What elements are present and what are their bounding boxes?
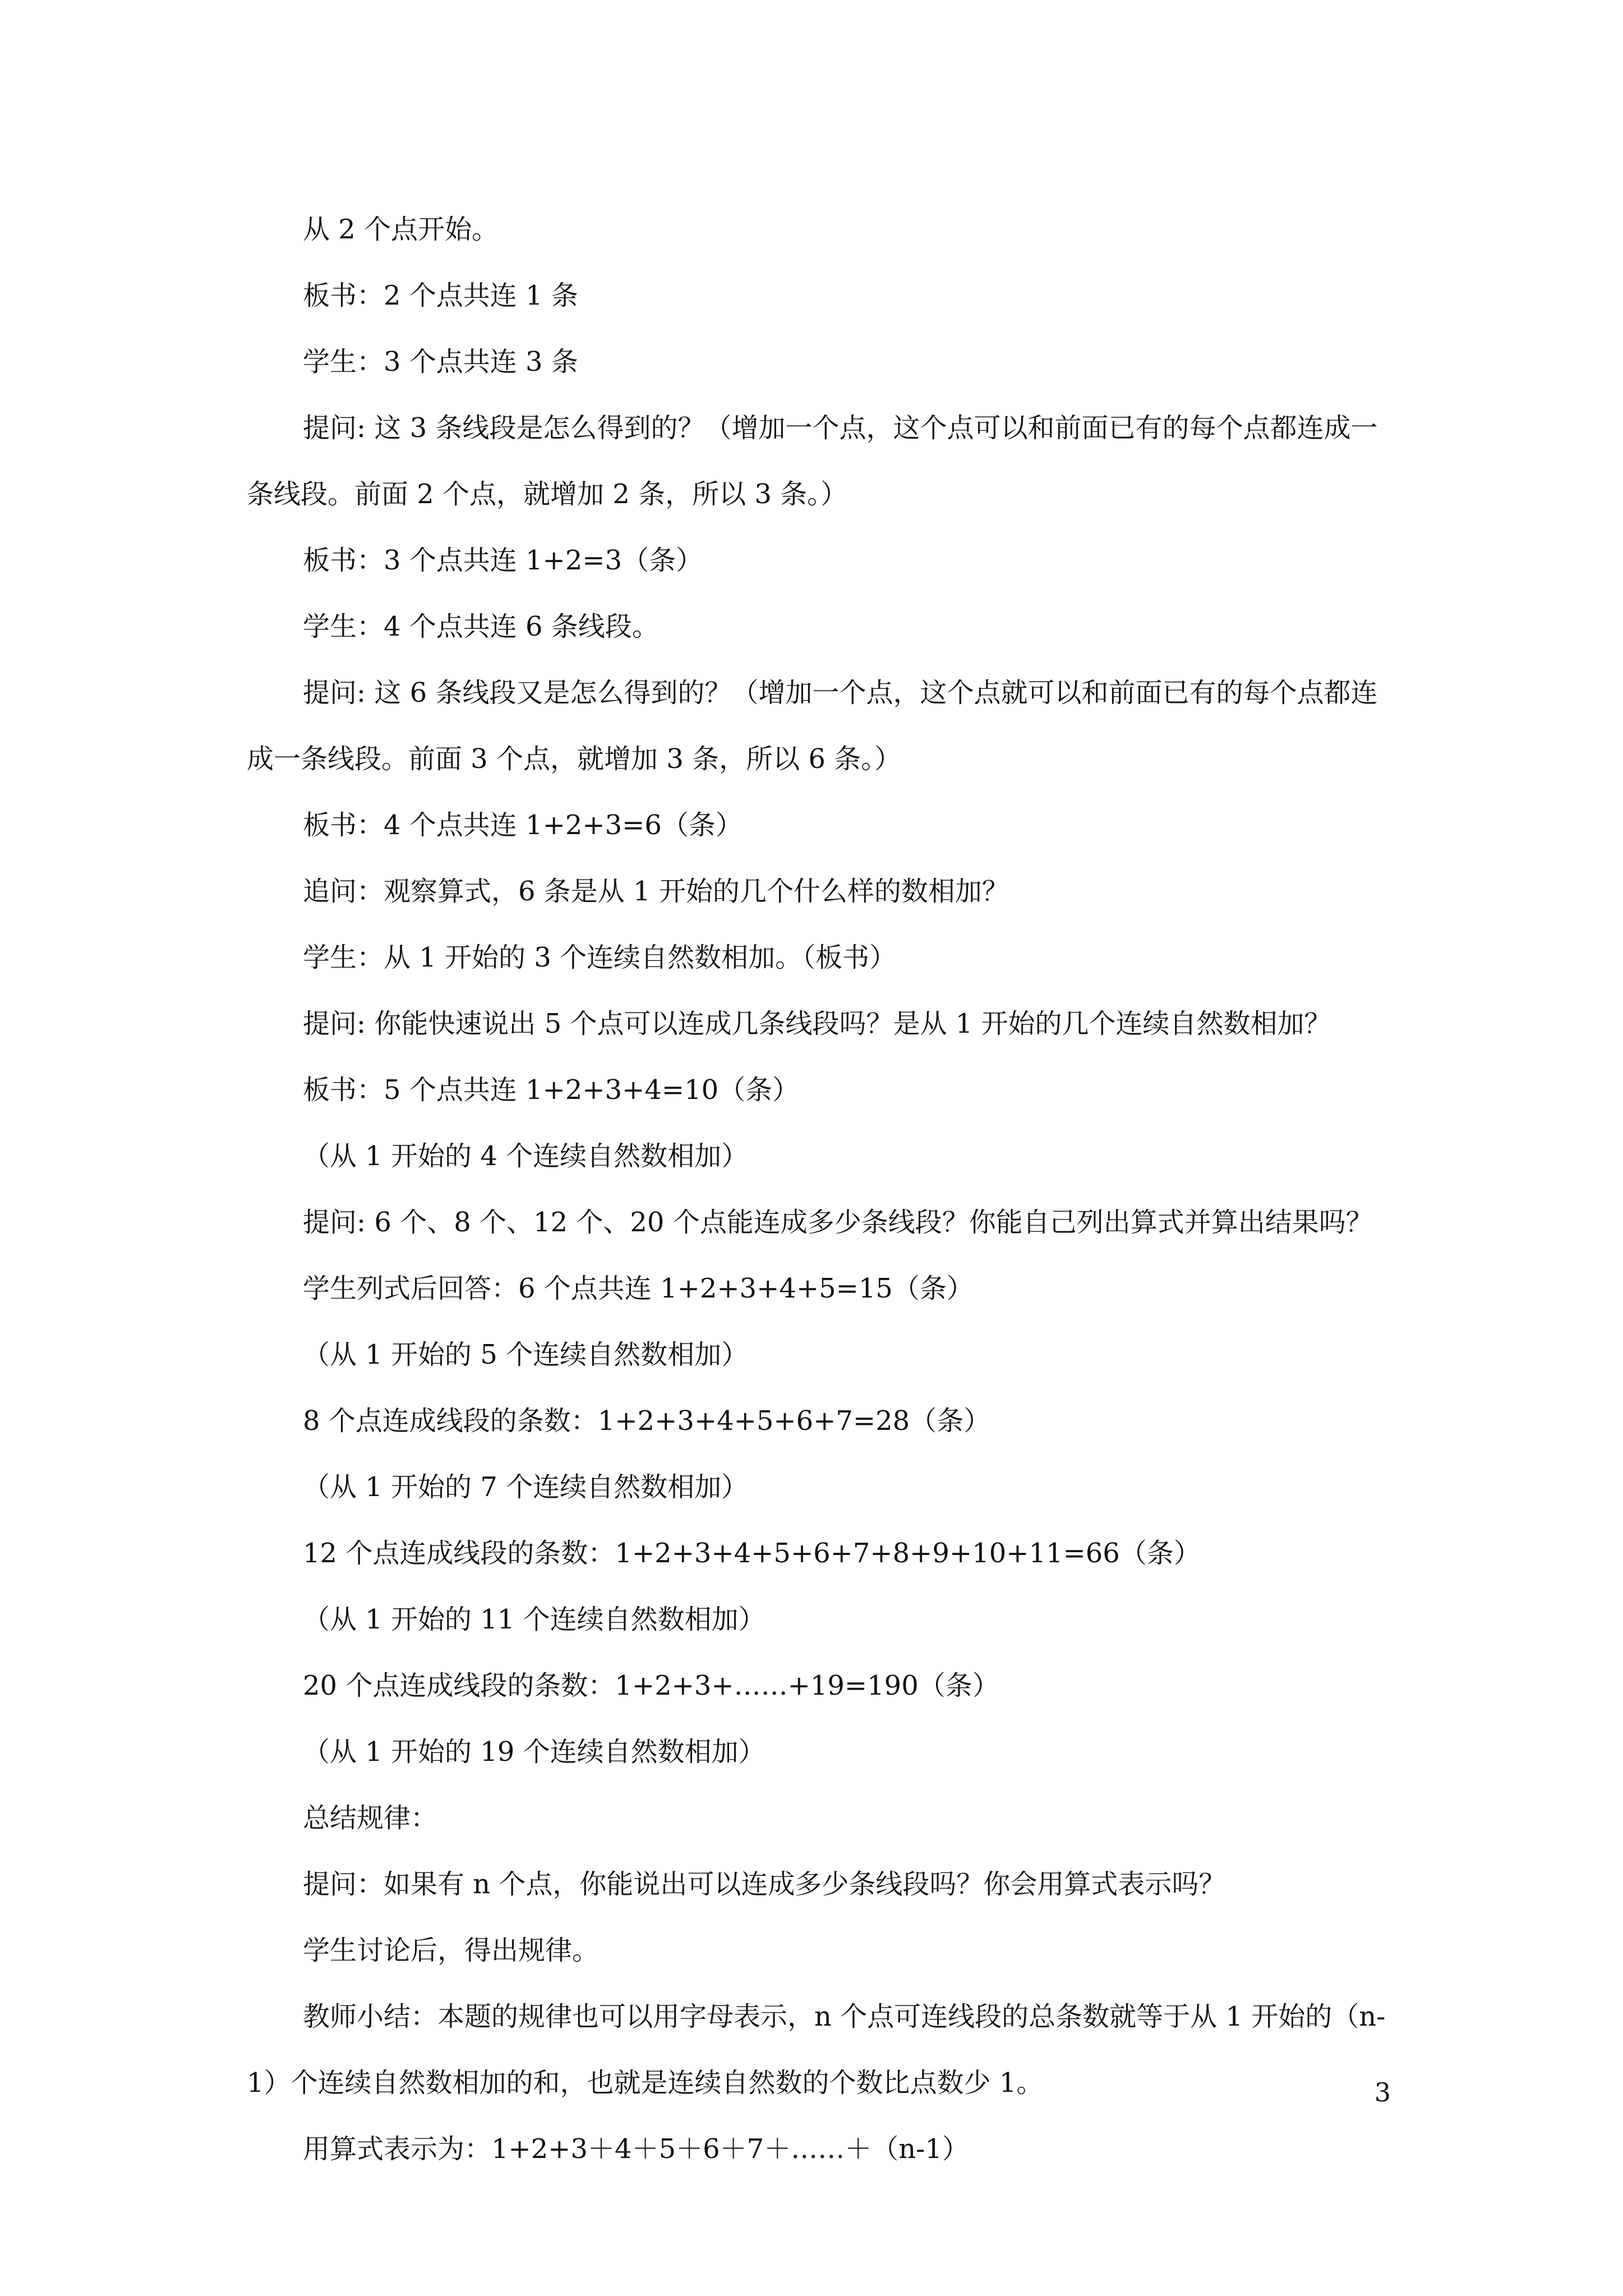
paragraph: 学生：3 个点共连 3 条	[303, 346, 578, 378]
paragraph: 用算式表示为：1+2+3＋4＋5＋6＋7＋……＋（n-1）	[303, 2133, 969, 2165]
paragraph: 总结规律：	[303, 1802, 438, 1834]
paragraph: （从 1 开始的 7 个连续自然数相加）	[303, 1471, 749, 1503]
paragraph: 学生讨论后，得出规律。	[303, 1935, 600, 1966]
paragraph: 学生：从 1 开始的 3 个连续自然数相加。（板书）	[303, 942, 897, 973]
paragraph: （从 1 开始的 4 个连续自然数相加）	[303, 1140, 749, 1172]
paragraph: 12 个点连成线段的条数：1+2+3+4+5+6+7+8+9+10+11=66（条）	[303, 1538, 1201, 1569]
paragraph: 学生列式后回答：6 个点共连 1+2+3+4+5=15（条）	[303, 1273, 974, 1304]
paragraph: 板书：4 个点共连 1+2+3=6（条）	[303, 809, 743, 841]
paragraph: 8 个点连成线段的条数：1+2+3+4+5+6+7=28（条）	[303, 1405, 991, 1437]
paragraph: 提问: 这 6 条线段又是怎么得到的？（增加一个点，这个点就可以和前面已有的每个点都连成一条线段。前面 3 个点，就增加 3 条，所以 6 条。）	[247, 677, 1378, 775]
paragraph: 提问: 这 3 条线段是怎么得到的？（增加一个点，这个点可以和前面已有的每个点都连成一条线段。前面 2 个点，就增加 2 条，所以 3 条。）	[247, 412, 1378, 510]
paragraph: 学生：4 个点共连 6 条线段。	[303, 611, 659, 642]
paragraph: 提问: 6 个、8 个、12 个、20 个点能连成多少条线段？你能自己列出算式并算出结果吗？	[303, 1207, 1373, 1238]
paragraph: 教师小结：本题的规律也可以用字母表示，n 个点可连线段的总条数就等于从 1 开始的（n-1）个连续自然数相加的和，也就是连续自然数的个数比点数少 1。	[247, 2001, 1386, 2099]
paragraph: 20 个点连成线段的条数：1+2+3+……+19=190（条）	[303, 1670, 999, 1701]
paragraph: 板书：2 个点共连 1 条	[303, 280, 578, 311]
page-number: 3	[1374, 2077, 1391, 2108]
paragraph: 板书：5 个点共连 1+2+3+4=10（条）	[303, 1074, 800, 1106]
paragraph: 追问：观察算式，6 条是从 1 开始的几个什么样的数相加？	[303, 876, 1009, 907]
paragraph: 板书：3 个点共连 1+2=3（条）	[303, 545, 703, 576]
paragraph: 提问：如果有 n 个点，你能说出可以连成多少条线段吗？你会用算式表示吗？	[303, 1869, 1226, 1900]
document-body	[247, 196, 1391, 2182]
paragraph: 从 2 个点开始。	[303, 214, 499, 245]
paragraph: 提问: 你能快速说出 5 个点可以连成几条线段吗？是从 1 开始的几个连续自然数相加？	[303, 1008, 1331, 1039]
paragraph: （从 1 开始的 19 个连续自然数相加）	[303, 1736, 766, 1768]
paragraph: （从 1 开始的 5 个连续自然数相加）	[303, 1339, 749, 1370]
paragraph: （从 1 开始的 11 个连续自然数相加）	[303, 1604, 766, 1635]
